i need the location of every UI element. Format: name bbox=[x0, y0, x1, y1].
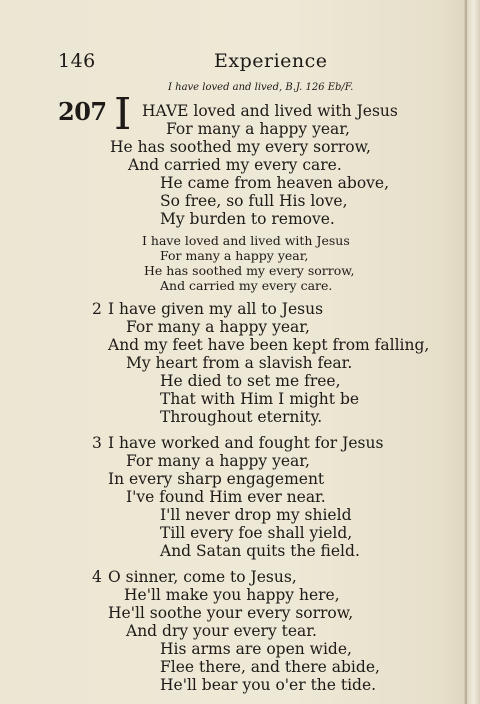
verse-line: For many a happy year, bbox=[126, 452, 310, 470]
verse-line: I'll never drop my shield bbox=[160, 506, 352, 524]
verse-line: So free, so full His love, bbox=[160, 192, 348, 210]
verse-line: And my feet have been kept from falling, bbox=[108, 336, 430, 354]
running-header bbox=[58, 50, 358, 76]
verse-line: Till every foe shall yield, bbox=[160, 524, 353, 542]
verse-line: He came from heaven above, bbox=[160, 174, 390, 192]
verse-line: He has soothed my every sorrow, bbox=[110, 138, 371, 156]
drop-cap: I bbox=[114, 89, 132, 140]
verse-line: He died to set me free, bbox=[160, 372, 341, 390]
verse-line: I have worked and fought for Jesus bbox=[108, 434, 384, 452]
verse-line: He'll make you happy here, bbox=[124, 586, 340, 604]
verse-line: In every sharp engagement bbox=[108, 470, 325, 488]
verse-line: And carried my every care. bbox=[128, 156, 342, 174]
page-fold-line bbox=[465, 0, 467, 704]
chorus-line: I have loved and lived with Jesus bbox=[142, 233, 350, 248]
verse-line: HAVE loved and lived with Jesus bbox=[142, 102, 398, 120]
section-title: Experience bbox=[214, 50, 328, 72]
verse-line: For many a happy year, bbox=[126, 318, 310, 336]
verse-line: For many a happy year, bbox=[166, 120, 350, 138]
verse-line: That with Him I might be bbox=[160, 390, 360, 408]
verse-line: And Satan quits the field. bbox=[160, 542, 360, 560]
verse-line: I have given my all to Jesus bbox=[108, 300, 324, 318]
verse-line: His arms are open wide, bbox=[160, 640, 352, 658]
verse-line: My burden to remove. bbox=[160, 210, 335, 228]
verse-line: Throughout eternity. bbox=[160, 408, 323, 426]
hymn-number: 207 bbox=[58, 97, 107, 126]
verse-number: 2 bbox=[92, 300, 102, 318]
chorus-line: For many a happy year, bbox=[160, 248, 309, 263]
verse-line: I've found Him ever near. bbox=[126, 488, 326, 506]
verse-line: He'll soothe your every sorrow, bbox=[108, 604, 354, 622]
verse-number: 3 bbox=[92, 434, 102, 452]
verse-line: Flee there, and there abide, bbox=[160, 658, 380, 676]
chorus-line: He has soothed my every sorrow, bbox=[144, 263, 355, 278]
tune-reference: I have loved and lived, B.J. 126 Eb/F. bbox=[168, 82, 354, 93]
verse-number: 4 bbox=[92, 568, 102, 586]
verse-line: He'll bear you o'er the tide. bbox=[160, 676, 377, 694]
chorus-line: And carried my every care. bbox=[160, 278, 333, 293]
verse-line: And dry your every tear. bbox=[126, 622, 317, 640]
page-number: 146 bbox=[58, 50, 96, 72]
verse-line: O sinner, come to Jesus, bbox=[108, 568, 297, 586]
verse-line: My heart from a slavish fear. bbox=[126, 354, 353, 372]
